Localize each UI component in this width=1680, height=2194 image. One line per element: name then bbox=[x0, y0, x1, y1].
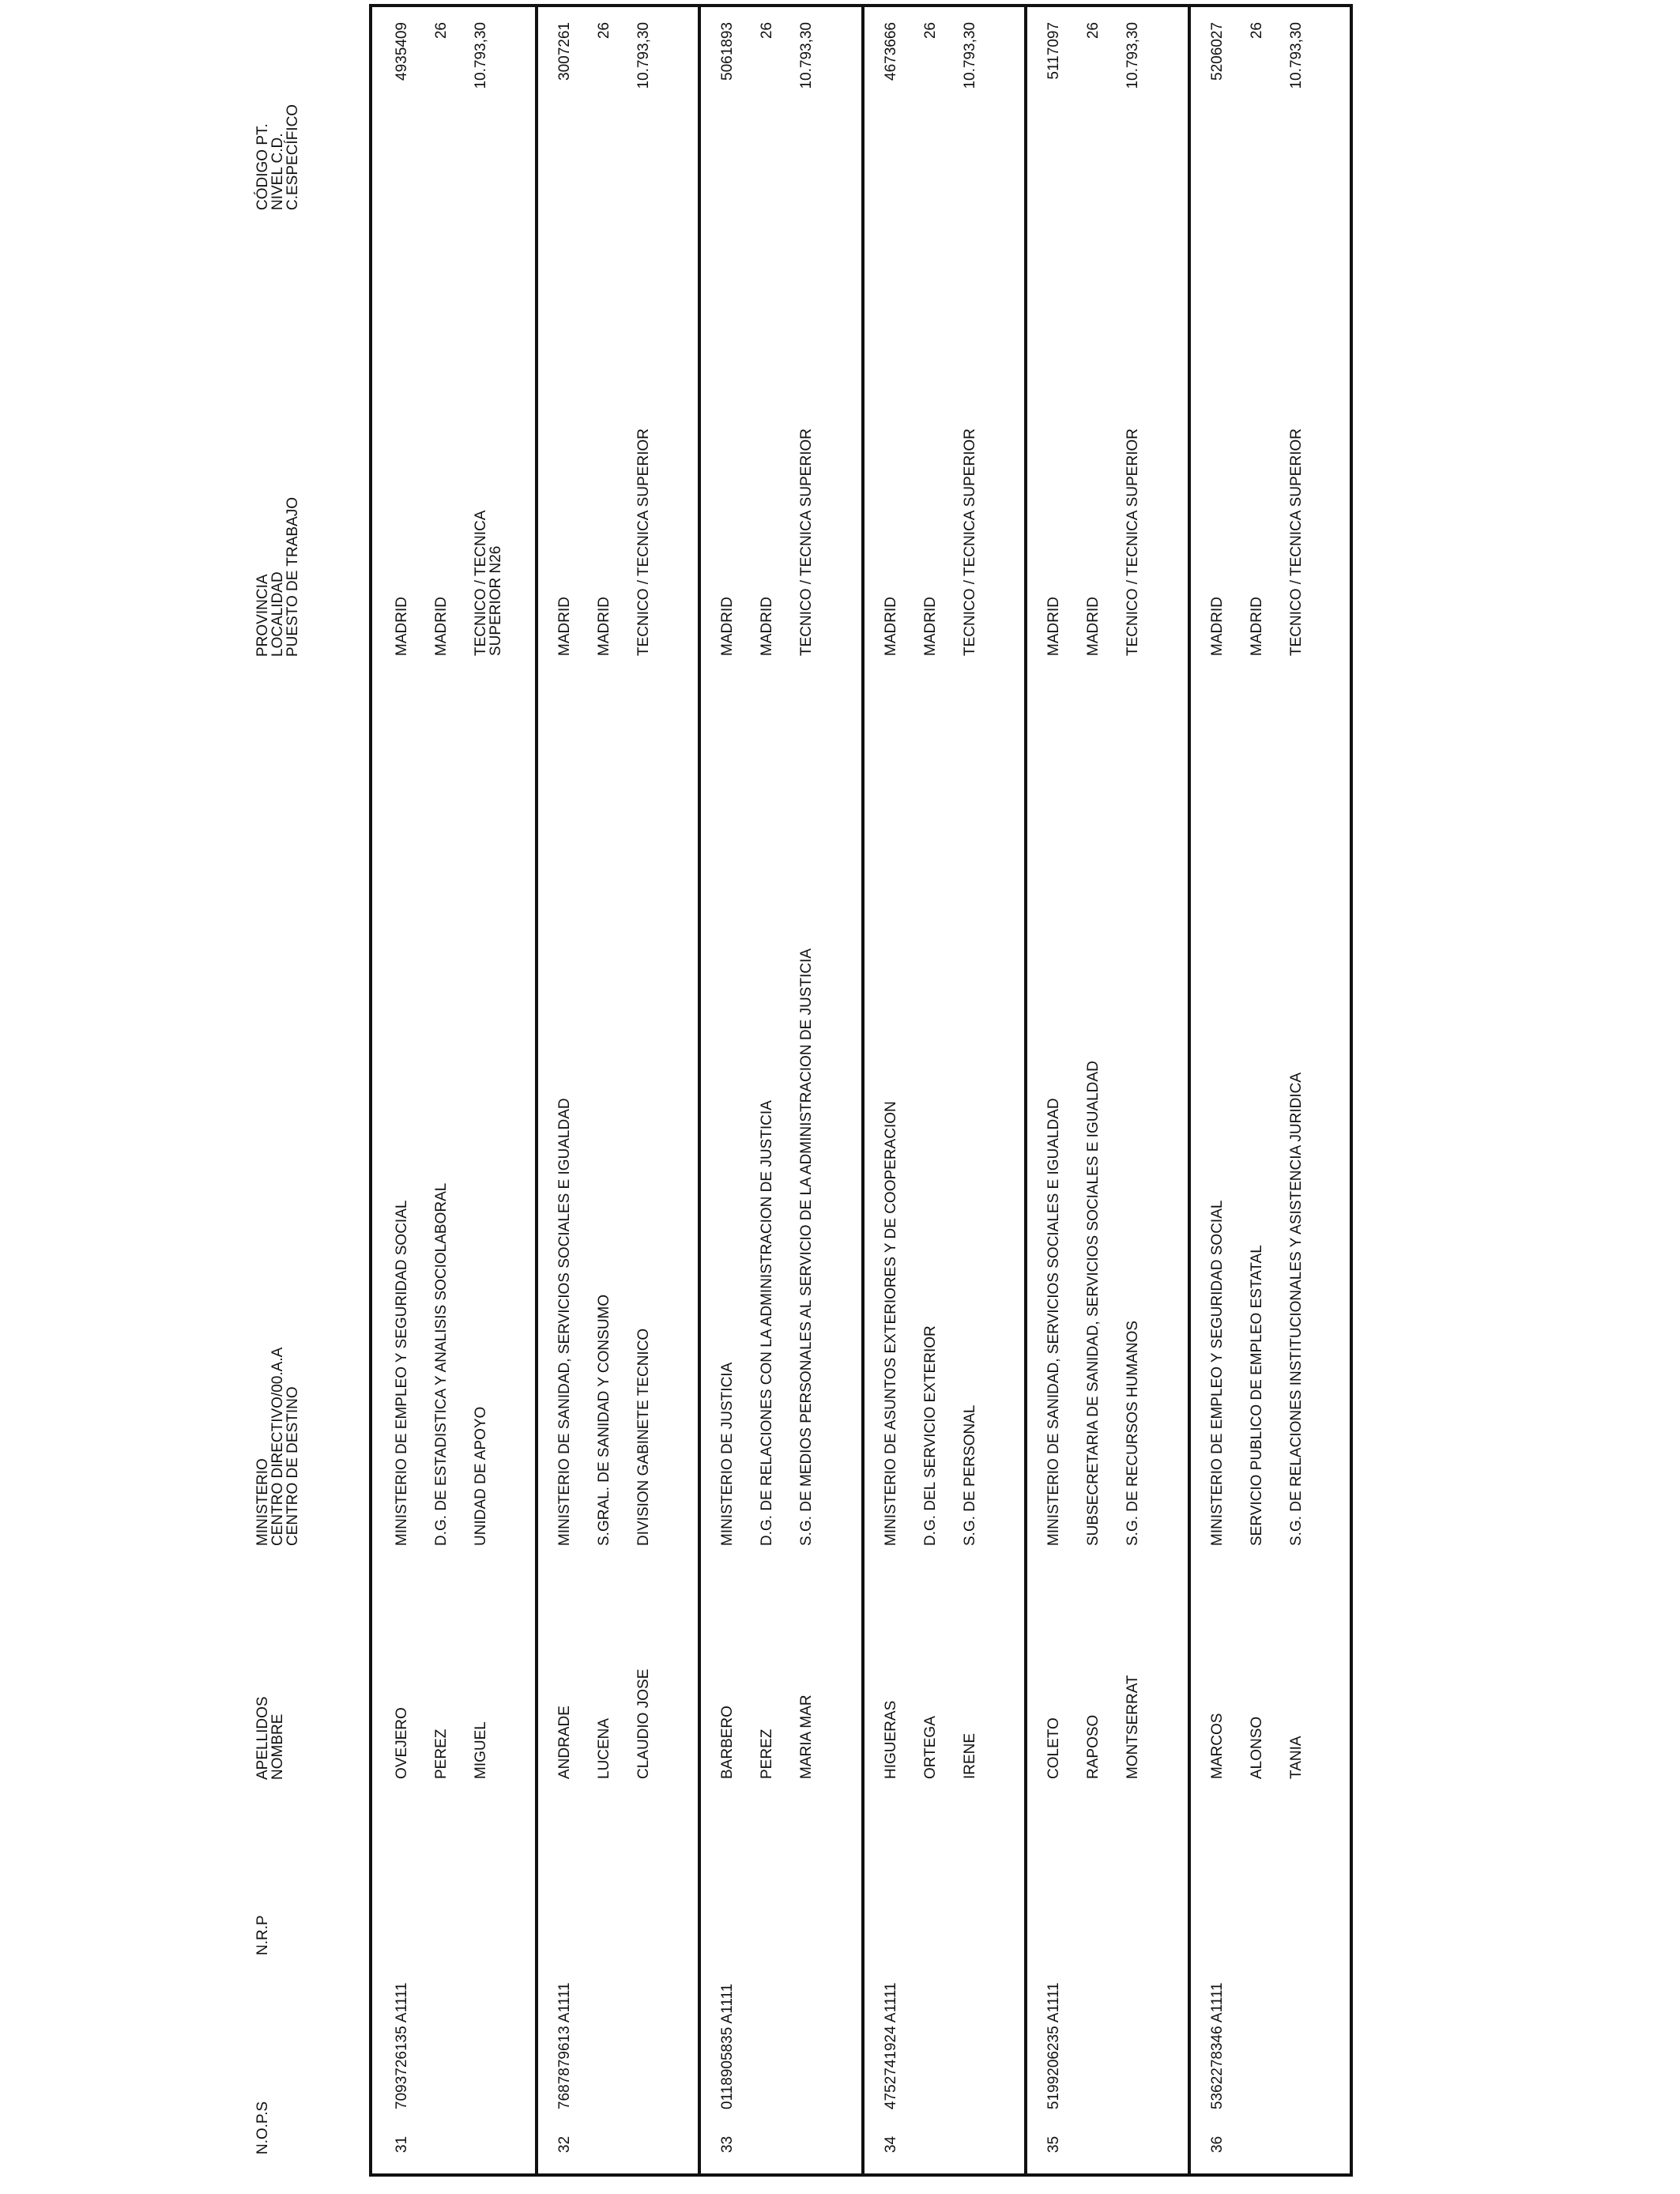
records-table bbox=[369, 4, 1353, 2177]
header-puesto-label: PUESTO DE TRABAJO bbox=[284, 496, 301, 657]
header-ministerio-label: MINISTERIO bbox=[254, 1458, 271, 1546]
record-localidad: MADRID bbox=[759, 597, 775, 656]
record-codigo: 5061893 bbox=[719, 22, 736, 81]
record-centro-destino: S.G. DE RECURSOS HUMANOS bbox=[1124, 1320, 1141, 1546]
record-nrp: 0118905835 A1111 bbox=[719, 1983, 736, 2109]
header-codigo bbox=[255, 104, 300, 210]
header-centro-directivo-label: CENTRO DIRECTIVO/00.A.A bbox=[269, 1347, 286, 1546]
record-nombre: MIGUEL bbox=[473, 1721, 489, 1779]
record-codigo: 4673666 bbox=[883, 22, 899, 81]
record-nombre: CLAUDIO JOSE bbox=[635, 1668, 652, 1779]
record-apellido2: PEREZ bbox=[433, 1728, 450, 1779]
record-ministerio: MINISTERIO DE JUSTICIA bbox=[719, 1362, 736, 1546]
header-nrp bbox=[255, 1915, 270, 1955]
record-apellido1: BARBERO bbox=[719, 1706, 736, 1779]
record-centro-destino: S.G. DE PERSONAL bbox=[962, 1404, 978, 1546]
record-apellido2: LUCENA bbox=[596, 1717, 612, 1779]
record-nivel: 26 bbox=[759, 22, 775, 40]
record-codigo: 4935409 bbox=[394, 22, 410, 81]
record-puesto: TECNICO / TECNICA SUPERIOR N26 bbox=[473, 511, 504, 656]
header-apellidos-label: APELLIDOS bbox=[254, 1696, 271, 1780]
record-apellido2: RAPOSO bbox=[1085, 1714, 1102, 1779]
header-especifico-label: C.ESPECÍFICO bbox=[284, 104, 301, 210]
header-nombre-label: NOMBRE bbox=[269, 1713, 286, 1780]
record-ministerio: MINISTERIO DE SANIDAD, SERVICIOS SOCIALES E IGUALDAD bbox=[556, 1098, 573, 1546]
record-localidad: MADRID bbox=[1249, 597, 1265, 656]
record-nivel: 26 bbox=[433, 22, 450, 40]
record-puesto: TECNICO / TECNICA SUPERIOR bbox=[1288, 428, 1305, 656]
record-nops: 31 bbox=[394, 2136, 410, 2153]
record-centro-destino: S.G. DE RELACIONES INSTITUCIONALES Y ASISTENCIA JURIDICA bbox=[1288, 1072, 1305, 1546]
record-33 bbox=[698, 7, 861, 2173]
record-ministerio: MINISTERIO DE EMPLEO Y SEGURIDAD SOCIAL bbox=[394, 1200, 410, 1546]
record-nrp: 5199206235 A1111 bbox=[1045, 1982, 1062, 2109]
record-provincia: MADRID bbox=[883, 597, 899, 656]
record-centro-directivo: D.G. DE ESTADISTICA Y ANALISIS SOCIOLABORAL bbox=[433, 1182, 450, 1546]
header-nrp-label: N.R.P bbox=[254, 1915, 271, 1955]
record-localidad: MADRID bbox=[1085, 597, 1102, 656]
record-nivel: 26 bbox=[596, 22, 612, 40]
record-nombre: IRENE bbox=[962, 1732, 978, 1779]
header-provincia-label: PROVINCIA bbox=[254, 574, 271, 657]
record-especifico: 10.793,30 bbox=[962, 22, 978, 89]
record-codigo: 5117097 bbox=[1045, 22, 1062, 80]
record-puesto: TECNICO / TECNICA SUPERIOR bbox=[798, 428, 815, 656]
record-apellido1: COLETO bbox=[1045, 1717, 1062, 1779]
record-apellido2: PEREZ bbox=[759, 1728, 775, 1779]
record-especifico: 10.793,30 bbox=[1124, 22, 1141, 89]
record-nops: 34 bbox=[883, 2136, 899, 2153]
record-centro-directivo: D.G. DE RELACIONES CON LA ADMINISTRACION DE JUSTICIA bbox=[759, 1100, 775, 1546]
record-centro-directivo: S.GRAL. DE SANIDAD Y CONSUMO bbox=[596, 1294, 612, 1546]
record-provincia: MADRID bbox=[719, 597, 736, 656]
record-31 bbox=[372, 7, 535, 2173]
header-ministerio bbox=[255, 1348, 300, 1546]
record-apellido1: OVEJERO bbox=[394, 1707, 410, 1779]
header-apellidos bbox=[255, 1696, 285, 1780]
header-localidad-label: LOCALIDAD bbox=[269, 571, 286, 657]
record-nrp: 4752741924 A1111 bbox=[883, 1982, 899, 2109]
record-puesto: TECNICO / TECNICA SUPERIOR bbox=[635, 428, 652, 656]
record-apellido2: ALONSO bbox=[1249, 1716, 1265, 1779]
record-nops: 36 bbox=[1209, 2136, 1226, 2153]
header-provincia bbox=[255, 497, 300, 657]
record-centro-destino: DIVISION GABINETE TECNICO bbox=[635, 1328, 652, 1546]
record-apellido2: ORTEGA bbox=[922, 1716, 939, 1779]
record-nivel: 26 bbox=[1085, 22, 1102, 40]
record-nrp: 7093726135 A1111 bbox=[394, 1982, 410, 2109]
record-nrp: 5362278346 A1111 bbox=[1209, 1982, 1226, 2109]
record-nops: 33 bbox=[719, 2136, 736, 2153]
record-nombre: TANIA bbox=[1288, 1736, 1305, 1779]
record-centro-directivo: D.G. DEL SERVICIO EXTERIOR bbox=[922, 1325, 939, 1546]
record-ministerio: MINISTERIO DE SANIDAD, SERVICIOS SOCIALES E IGUALDAD bbox=[1045, 1098, 1062, 1546]
record-provincia: MADRID bbox=[556, 597, 573, 656]
header-nivel-label: NIVEL C.D. bbox=[269, 133, 286, 210]
record-centro-directivo: SERVICIO PUBLICO DE EMPLEO ESTATAL bbox=[1249, 1245, 1265, 1546]
record-35 bbox=[1024, 7, 1188, 2173]
record-nops: 32 bbox=[556, 2136, 573, 2153]
record-nops: 35 bbox=[1045, 2136, 1062, 2153]
record-34 bbox=[861, 7, 1024, 2173]
record-centro-destino: UNIDAD DE APOYO bbox=[473, 1406, 489, 1546]
header-nops bbox=[255, 2102, 270, 2154]
record-nivel: 26 bbox=[1249, 22, 1265, 40]
record-ministerio: MINISTERIO DE EMPLEO Y SEGURIDAD SOCIAL bbox=[1209, 1200, 1226, 1546]
record-apellido1: HIGUERAS bbox=[883, 1700, 899, 1779]
record-nivel: 26 bbox=[922, 22, 939, 40]
record-puesto: TECNICO / TECNICA SUPERIOR bbox=[1124, 428, 1141, 656]
record-localidad: MADRID bbox=[922, 597, 939, 656]
record-provincia: MADRID bbox=[1045, 597, 1062, 656]
record-nombre: MARIA MAR bbox=[798, 1695, 815, 1779]
record-especifico: 10.793,30 bbox=[1288, 22, 1305, 89]
record-ministerio: MINISTERIO DE ASUNTOS EXTERIORES Y DE COOPERACION bbox=[883, 1101, 899, 1546]
record-centro-directivo: SUBSECRETARIA DE SANIDAD, SERVICIOS SOCIALES E IGUALDAD bbox=[1085, 1061, 1102, 1546]
record-nrp: 7687879613 A1111 bbox=[556, 1982, 573, 2109]
record-32 bbox=[535, 7, 698, 2173]
record-puesto: TECNICO / TECNICA SUPERIOR bbox=[962, 428, 978, 656]
record-apellido1: ANDRADE bbox=[556, 1706, 573, 1779]
header-nops-label: N.O.P.S bbox=[254, 2101, 271, 2154]
record-localidad: MADRID bbox=[596, 597, 612, 656]
record-codigo: 5206027 bbox=[1209, 22, 1226, 81]
record-36 bbox=[1188, 7, 1350, 2173]
record-provincia: MADRID bbox=[394, 597, 410, 656]
record-nombre: MONTSERRAT bbox=[1124, 1675, 1141, 1779]
record-especifico: 10.793,30 bbox=[473, 22, 489, 89]
record-especifico: 10.793,30 bbox=[798, 22, 815, 89]
record-provincia: MADRID bbox=[1209, 597, 1226, 656]
header-codigo-label: CÓDIGO PT. bbox=[254, 123, 271, 210]
record-codigo: 3007261 bbox=[556, 22, 573, 81]
record-especifico: 10.793,30 bbox=[635, 22, 652, 89]
header-centro-destino-label: CENTRO DE DESTINO bbox=[284, 1386, 301, 1546]
record-localidad: MADRID bbox=[433, 597, 450, 656]
record-apellido1: MARCOS bbox=[1209, 1713, 1226, 1779]
record-centro-destino: S.G. DE MEDIOS PERSONALES AL SERVICIO DE LA ADMINISTRACION DE JUSTICIA bbox=[798, 948, 815, 1546]
